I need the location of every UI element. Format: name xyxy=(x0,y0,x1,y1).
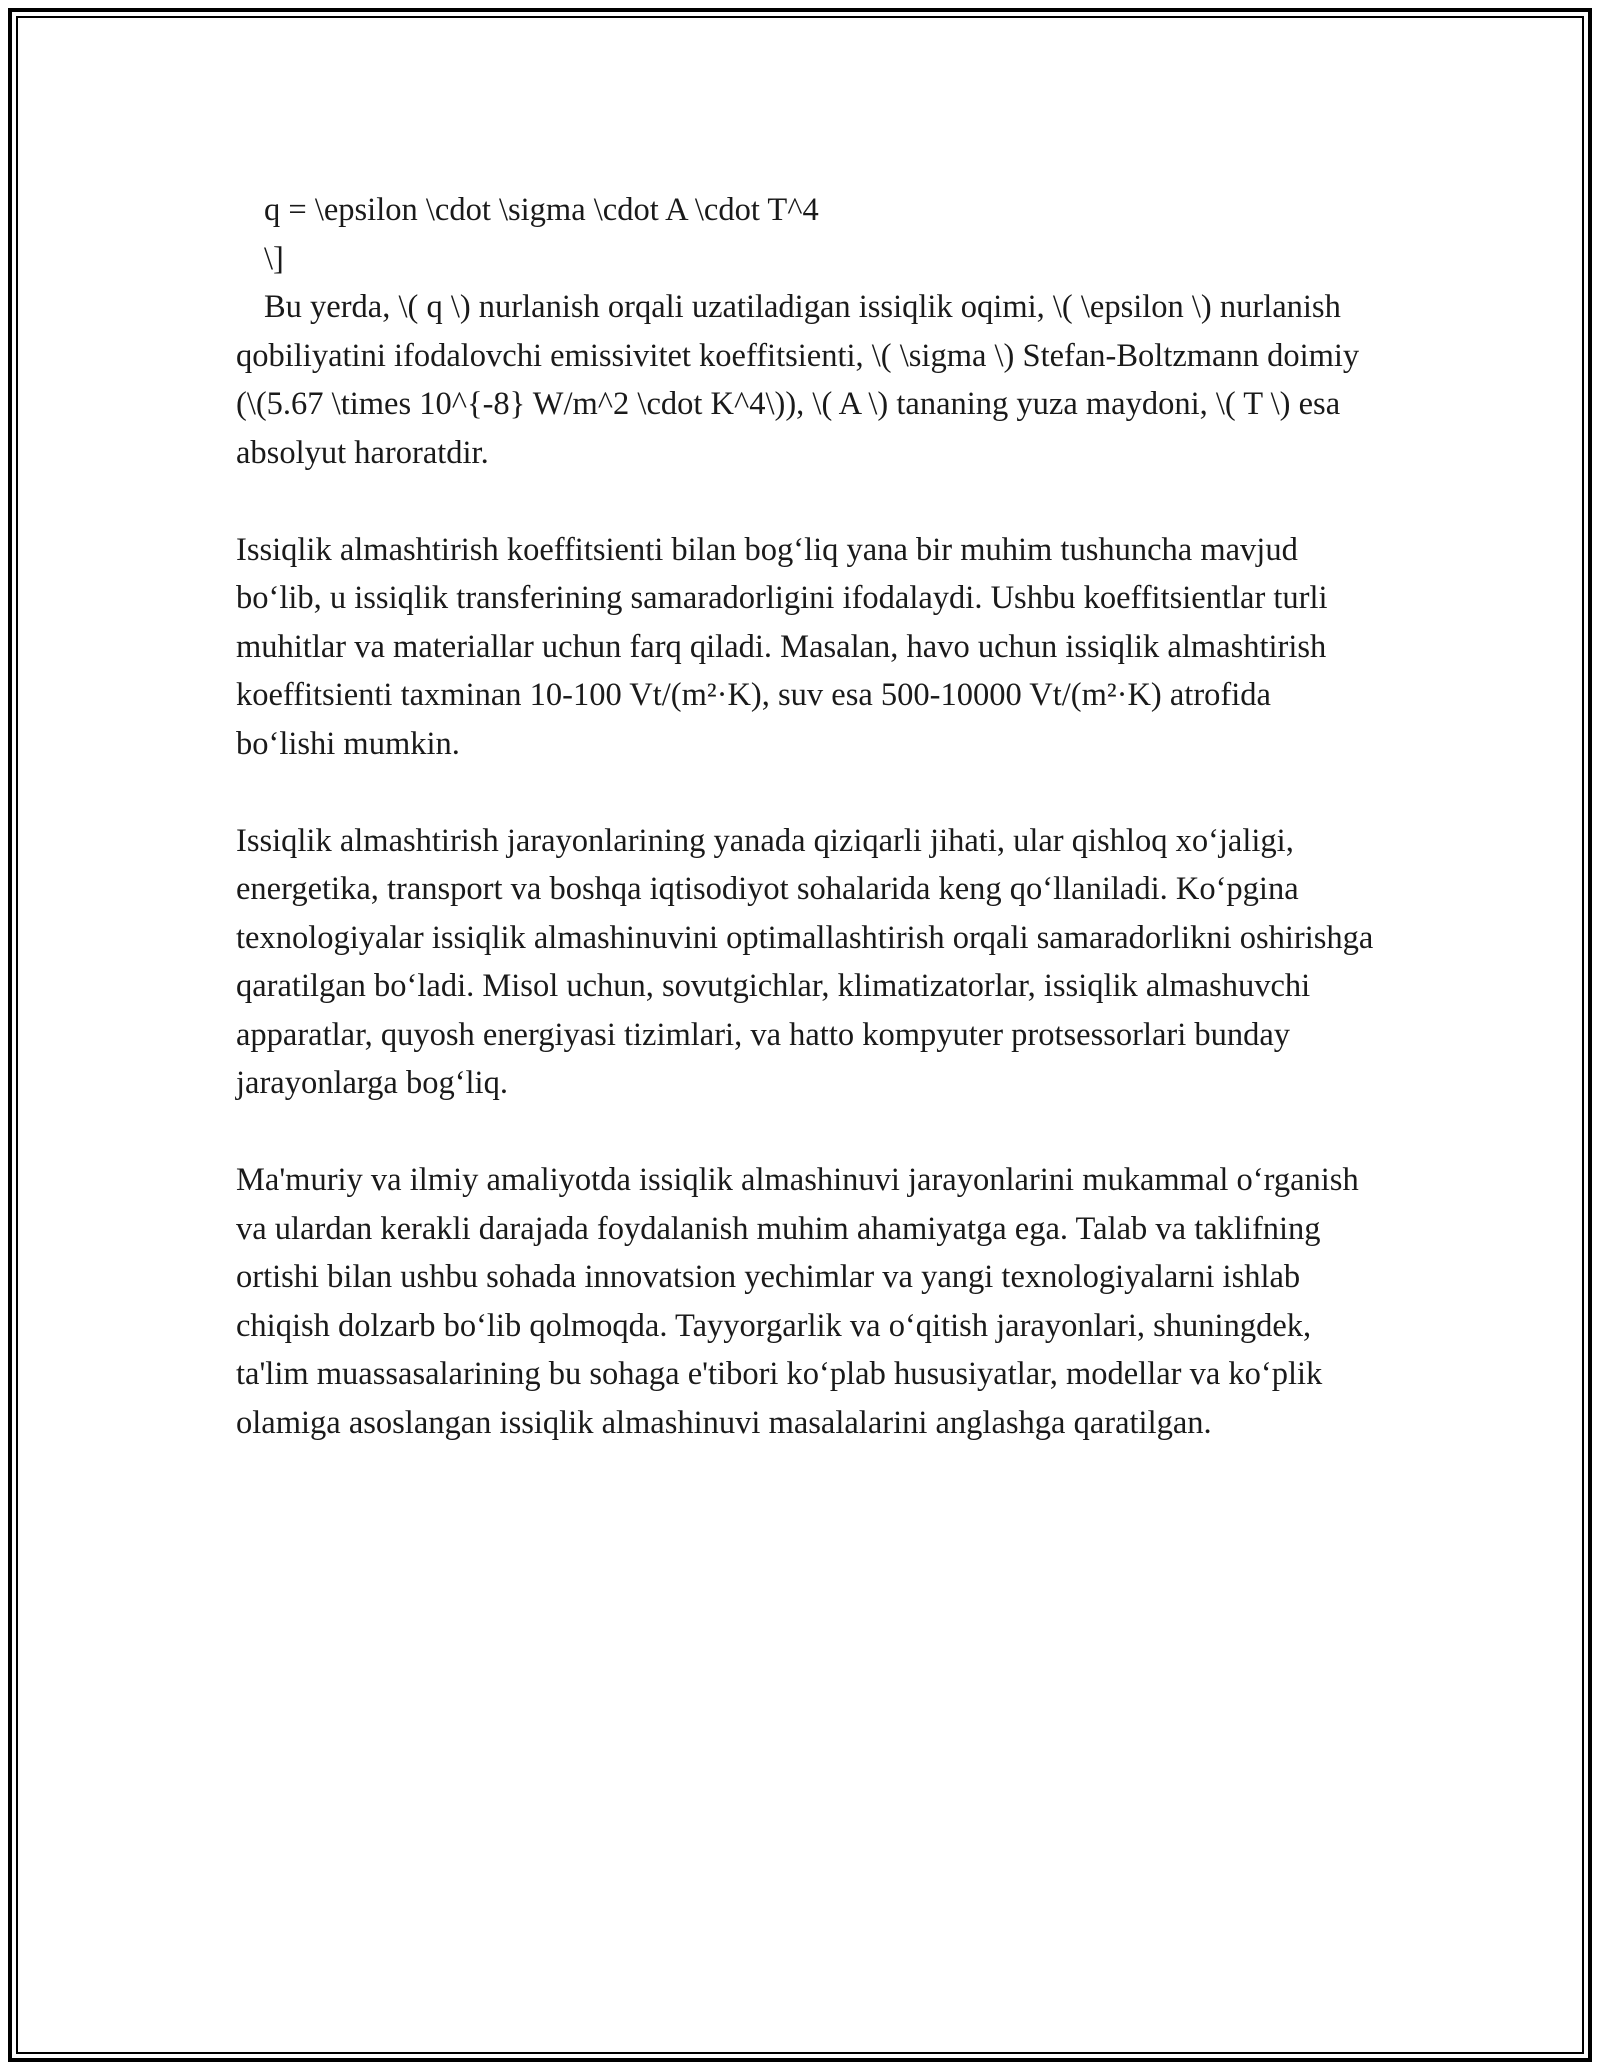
formula-closing-delimiter: \] xyxy=(264,240,284,277)
paragraph-applications: Issiqlik almashtirish jarayonlarining yanada qiziqarli jihati, ular qishloq xo‘jaligi, energetika, transport va boshqa iqtisodiyot sohalarida keng qo‘llaniladi. Ko‘pgina texnologiyalar issiqlik almashinuvini optimallashtirish orqali samaradorlikni oshirishga qaratilgan bo‘ladi. Misol uchun, sovutgichlar, klimatizatorlar, issiqlik almashuvchi apparatlar, quyosh energiyasi tizimlari, va hatto kompyuter protsessorlari bunday jarayonlarga bog‘liq. xyxy=(236,822,1374,1101)
paragraph-research-practice: Ma'muriy va ilmiy amaliyotda issiqlik almashinuvi jarayonlarini mukammal o‘rganish va ulardan kerakli darajada foydalanish muhim ahamiyatga ega. Talab va taklifning ortishi bilan ushbu sohada innovatsion yechimlar va yangi texnologiyalarni ishlab chiqish dolzarb bo‘lib qolmoqda. Tayyorgarlik va o‘qitish jarayonlari, shuningdek, ta'lim muassasalarining bu sohaga e'tibori ko‘plab hususiyatlar, modellar va ko‘plik olamiga asoslangan issiqlik almashinuvi masalalarini anglashga qaratilgan. xyxy=(236,1162,1359,1441)
formula-line: q = \epsilon \cdot \sigma \cdot A \cdot T^4 xyxy=(264,192,819,228)
paragraph-heat-transfer-coefficient: Issiqlik almashtirish koeffitsienti bilan bog‘liq yana bir muhim tushuncha mavjud bo‘lib, u issiqlik transferining samaradorligini ifodalaydi. Ushbu koeffitsientlar turli muhitlar va materiallar uchun farq qiladi. Masalan, havo uchun issiqlik almashtirish koeffitsienti taxminan 10-100 Vt/(m²·K), suv esa 500-10000 Vt/(m²·K) atrofida bo‘lishi mumkin. xyxy=(236,531,1328,762)
document-body xyxy=(236,186,1376,1447)
paragraph-formula-explanation: Bu yerda, \( q \) nurlanish orqali uzatiladigan issiqlik oqimi, \( \epsilon \) nurlanish qobiliyatini ifodalovchi emissivitet koeffitsienti, \( \sigma \) Stefan-Boltzmann doimiy (\(5.67 \times 10^{-8} W/m^2 \cdot K^4\)), \( A \) tananing yuza maydoni, \( T \) esa absolyut haroratdir. xyxy=(236,289,1360,471)
